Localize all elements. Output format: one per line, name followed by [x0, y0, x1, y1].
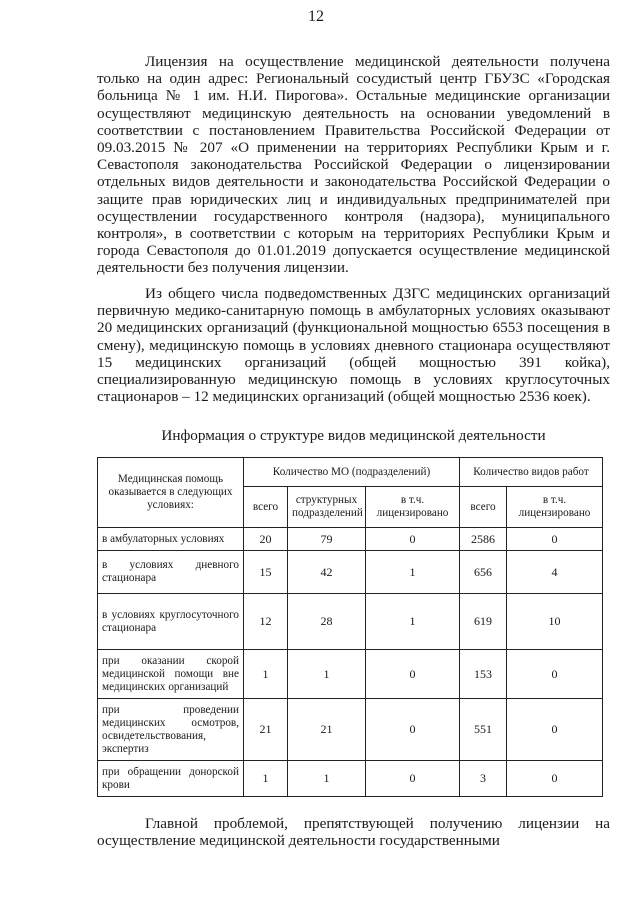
cell-structural: 79: [288, 528, 366, 551]
paragraph-license: Лицензия на осуществление медицинской деятельности получена только на один адрес: Региональный сосудистый центр ГБУЗС «Городская больница № 1 им. Н.И. Пирогова». Остальные медицинские организации осуществляют медицинскую деятельность на основании уведомлений в соответствии с постановлением Правительства Российской Федерации от 09.03.2015 № 207 «О применении на территориях Республики Крым и г. Севастополя законодательства Российской Федерации о лицензировании отдельных видов деятельности и законодательства Российской Федерации о защите прав юридических лиц и индивидуальных предпринимателей при осуществлении государственного контроля (надзора), муниципального контроля», в соответствии с которым на территориях Республики Крым и города Севастополя до 01.01.2019 допускается осуществление медицинской деятельности без получения лицензии.: [97, 53, 610, 277]
cell-total: 21: [244, 699, 288, 761]
row-label: в амбулаторных условиях: [98, 528, 244, 551]
cell-total: 20: [244, 528, 288, 551]
paragraph-organizations: Из общего числа подведомственных ДЗГС медицинских организаций первичную медико-санитарную помощь в амбулаторных условиях оказывают 20 медицинских организаций (функциональной мощностью 6553 посещения в смену), медицинскую помощь в условиях дневного стационара осуществляют 15 медицинских организаций (общей мощностью 391 койка), специализированную медицинскую помощь в условиях круглосуточных стационаров – 12 медицинских организаций (общей мощностью 2536 коек).: [97, 285, 610, 406]
row-label: при проведении медицинских осмотров, освидетельствования, экспертиз: [98, 699, 244, 761]
cell-licensed: 1: [366, 551, 460, 594]
header-conditions: Медицинская помощь оказывается в следующих условиях:: [98, 458, 244, 528]
cell-structural: 28: [288, 594, 366, 650]
header-mo-count: Количество МО (подразделений): [244, 458, 460, 487]
row-label: при обращении донорской крови: [98, 761, 244, 797]
paragraph-main-problem: Главной проблемой, препятствующей получению лицензии на осуществление медицинской деятельности государственными: [97, 815, 610, 850]
header-works-licensed: в т.ч. лицензировано: [507, 487, 603, 528]
header-structural: структурных подразделений: [288, 487, 366, 528]
cell-structural: 1: [288, 761, 366, 797]
cell-works-total: 619: [460, 594, 507, 650]
cell-works-total: 551: [460, 699, 507, 761]
row-label: в условиях круглосуточного стационара: [98, 594, 244, 650]
header-total: всего: [244, 487, 288, 528]
table-row: [98, 528, 603, 551]
row-label: в условиях дневного стационара: [98, 551, 244, 594]
table-row: [98, 650, 603, 699]
cell-works-licensed: 4: [507, 551, 603, 594]
cell-works-total: 153: [460, 650, 507, 699]
cell-works-licensed: 10: [507, 594, 603, 650]
table-row: [98, 699, 603, 761]
cell-licensed: 1: [366, 594, 460, 650]
cell-works-licensed: 0: [507, 761, 603, 797]
cell-works-total: 2586: [460, 528, 507, 551]
cell-total: 1: [244, 650, 288, 699]
cell-works-total: 656: [460, 551, 507, 594]
cell-works-licensed: 0: [507, 699, 603, 761]
cell-structural: 21: [288, 699, 366, 761]
table-title: Информация о структуре видов медицинской деятельности: [161, 427, 546, 444]
row-label: при оказании скорой медицинской помощи вне медицинских организаций: [98, 650, 244, 699]
header-licensed: в т.ч. лицензировано: [366, 487, 460, 528]
cell-structural: 42: [288, 551, 366, 594]
cell-licensed: 0: [366, 528, 460, 551]
cell-works-total: 3: [460, 761, 507, 797]
cell-total: 15: [244, 551, 288, 594]
table-row: [98, 551, 603, 594]
cell-works-licensed: 0: [507, 528, 603, 551]
cell-licensed: 0: [366, 699, 460, 761]
cell-works-licensed: 0: [507, 650, 603, 699]
header-works-total: всего: [460, 487, 507, 528]
cell-licensed: 0: [366, 650, 460, 699]
cell-structural: 1: [288, 650, 366, 699]
table-row: [98, 594, 603, 650]
cell-total: 1: [244, 761, 288, 797]
page-number: 12: [308, 8, 324, 25]
cell-licensed: 0: [366, 761, 460, 797]
medical-activity-table: [97, 457, 603, 797]
header-works-count: Количество видов работ: [460, 458, 603, 487]
cell-total: 12: [244, 594, 288, 650]
table-row: [98, 761, 603, 797]
